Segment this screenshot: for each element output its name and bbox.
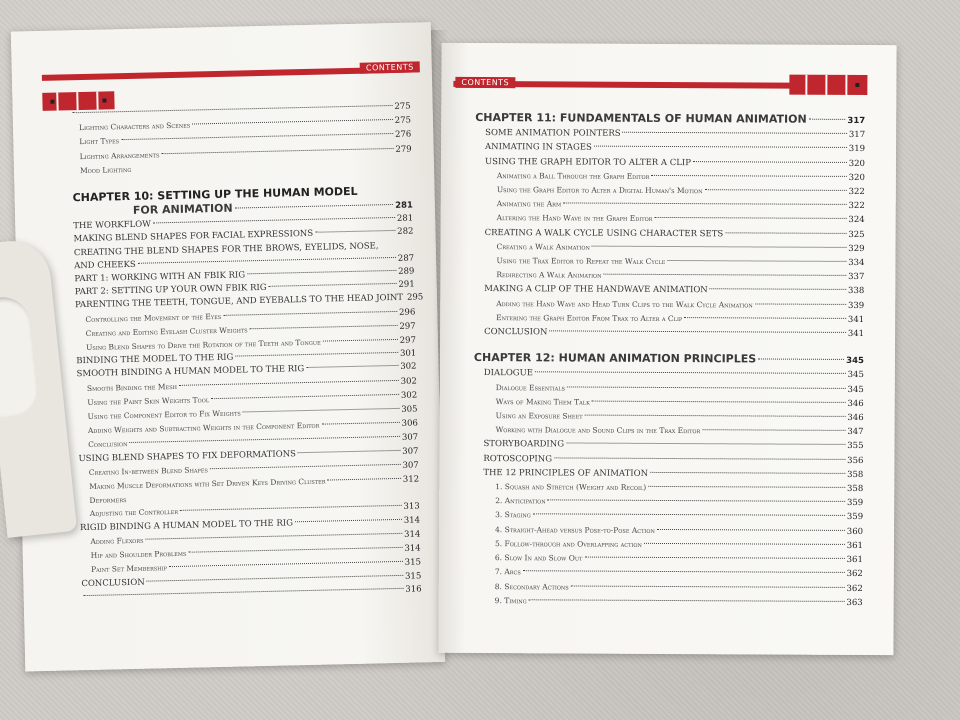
toc-entry-title: Animating a Ball Through the Graph Editor — [496, 170, 650, 181]
dot-leader — [704, 188, 846, 191]
dot-leader — [211, 393, 399, 399]
dot-leader — [327, 477, 400, 481]
toc-entry-title: Paint Set Membership — [90, 563, 168, 575]
toc-entry-title: SMOOTH BINDING A HUMAN MODEL TO THE RIG — [76, 364, 305, 380]
dot-leader — [758, 358, 844, 360]
toc-page-number: 361 — [846, 540, 863, 551]
dot-leader — [657, 528, 845, 531]
toc-entry-title: BINDING THE MODEL TO THE RIG — [76, 352, 234, 367]
dot-leader — [535, 371, 846, 375]
toc-entry-title: CREATING THE BLEND SHAPES FOR THE BROWS, EYELIDS, NOSE, — [73, 240, 379, 258]
toc-entry-title: PARENTING THE TEETH, TONGUE, AND EYEBALLS TO THE HEAD JOINT — [74, 293, 404, 311]
dot-leader — [235, 351, 398, 357]
dot-leader — [323, 338, 398, 342]
toc-entry-title: PART 1: WORKING WITH AN FBIK RIG — [74, 270, 246, 285]
toc-page-number: 346 — [847, 413, 864, 424]
toc-page-number: 314 — [403, 515, 421, 526]
dot-leader — [533, 513, 845, 517]
dot-leader — [192, 118, 392, 125]
toc-page-number: 362 — [846, 569, 863, 580]
chapter-page-number: 317 — [847, 115, 866, 127]
toc-page-number: 313 — [403, 501, 420, 513]
toc-entry-title: Smooth Binding the Mesh — [86, 381, 178, 393]
toc-entry-title: Using the Trax Editor to Repeat the Walk Cycle — [496, 256, 666, 267]
toc-entry-title: STORYBOARDING — [483, 439, 565, 450]
toc-page-number: 320 — [848, 172, 865, 183]
toc-entry — [474, 325, 864, 341]
toc-entry-title: 4. Straight-Ahead versus Pose-to-Pose Action — [495, 524, 655, 535]
toc-page-number: 279 — [395, 144, 412, 155]
dot-leader — [549, 329, 845, 333]
toc-entry-title: CONCLUSION — [484, 327, 548, 338]
toc-entry-title: Adjusting the Controller — [89, 507, 179, 519]
toc-page-number: 305 — [401, 404, 418, 415]
toc-page-number: 359 — [846, 498, 864, 509]
toc-entry-title: USING THE GRAPH EDITOR TO ALTER A CLIP — [484, 156, 692, 168]
dot-leader — [321, 421, 399, 425]
dot-leader — [223, 310, 397, 316]
toc-entry-title: USING BLEND SHAPES TO FIX DEFORMATIONS — [78, 448, 297, 464]
toc-page-number: 329 — [848, 243, 865, 254]
toc-entry-title: Working with Dialogue and Sound Clips in the Trax Editor — [495, 425, 701, 436]
toc-entry-title: Adding the Hand Wave and Head Turn Clips to the Walk Cycle Animation — [496, 298, 753, 310]
toc-page-number: 338 — [848, 286, 865, 297]
contents-header-left: CONTENTS — [360, 61, 420, 73]
toc-page-number: 322 — [848, 201, 865, 212]
toc-entry-title: Conclusion — [88, 439, 128, 450]
toc-page-number: 276 — [394, 129, 412, 141]
toc-page-number: 341 — [847, 328, 865, 340]
toc-page-number: 324 — [848, 215, 865, 226]
dot-leader — [571, 584, 845, 587]
toc-entry-title: MAKING BLEND SHAPES FOR FACIAL EXPRESSIONS — [73, 229, 314, 245]
toc-page-number: 289 — [398, 266, 415, 277]
toc-entry-title: Light Types — [79, 136, 120, 147]
toc-entry-title: Using the Component Editor to Fix Weights — [87, 408, 241, 422]
toc-entry-title: Making Muscle Deformations with Set Driven Keys Driving Cluster — [89, 476, 326, 492]
toc-entry-title: Animating the Arm — [496, 199, 562, 209]
dot-leader — [298, 449, 400, 453]
toc-entry-title: 2. Anticipation — [495, 496, 546, 506]
toc-page-number: 307 — [402, 446, 419, 457]
toc-page-number: 361 — [846, 555, 863, 566]
toc-entry-title: Deformers — [89, 495, 127, 506]
toc-page-number: 307 — [402, 460, 419, 471]
toc-page-number: 297 — [399, 321, 416, 332]
toc-entry-title: Lighting Characters and Scenes — [78, 120, 191, 133]
toc-entry-title: Redirecting A Walk Animation — [496, 270, 602, 280]
toc-page-number: 314 — [404, 529, 421, 540]
dot-leader — [566, 442, 845, 445]
toc-entry-title: 9. Timing — [494, 595, 527, 605]
dot-leader — [315, 229, 395, 233]
dot-leader — [650, 471, 845, 474]
toc-entry-title: Hip and Shoulder Problems — [90, 548, 187, 561]
dot-leader — [169, 560, 403, 567]
toc-page-number: 302 — [400, 361, 417, 373]
dot-leader — [809, 118, 846, 120]
toc-entry-title: CONCLUSION — [81, 577, 145, 589]
dot-leader — [654, 216, 846, 219]
toc-entry — [473, 579, 863, 595]
dot-leader — [567, 385, 846, 388]
toc-entry-title: Entering the Graph Editor From Trax to Alter a Clip — [496, 312, 683, 323]
toc-entry-title: THE 12 PRINCIPLES OF ANIMATION — [483, 467, 649, 479]
toc-page-number: 346 — [847, 398, 864, 409]
dot-leader — [585, 414, 846, 417]
dot-leader — [594, 145, 847, 148]
dot-leader — [269, 282, 397, 287]
dot-leader — [584, 556, 844, 559]
toc-entry-title: Creating a Walk Animation — [496, 241, 590, 252]
toc-entry-title: 7. Arcs — [494, 567, 521, 577]
toc-page-number: 275 — [394, 115, 412, 127]
toc-page-number: 320 — [848, 158, 865, 169]
toc-page-number: 334 — [848, 257, 865, 269]
dot-leader — [210, 463, 401, 469]
toc-page-number: 314 — [404, 543, 421, 554]
dot-leader — [702, 428, 845, 431]
toc-page-number: 339 — [847, 300, 865, 311]
dot-leader — [129, 435, 400, 443]
dot-leader — [667, 259, 846, 262]
toc-entry-title: Using the Graph Editor to Alter a Digital Human's Motion — [496, 185, 703, 196]
dot-leader — [250, 324, 398, 329]
dot-leader — [529, 598, 845, 602]
toc-entry-title: PART 2: SETTING UP YOUR OWN FBIK RIG — [74, 283, 267, 298]
dot-leader — [295, 518, 402, 522]
toc-page-number: 345 — [847, 384, 864, 395]
chapter-title: CHAPTER 12: HUMAN ANIMATION PRINCIPLES — [473, 351, 757, 366]
toc-entry-title: Lighting Arrangements — [79, 149, 160, 161]
dot-leader — [725, 231, 846, 234]
dot-leader — [755, 302, 846, 304]
toc-page-number: 325 — [848, 229, 865, 240]
dot-leader — [73, 104, 393, 113]
toc-entry-title: SOME ANIMATION POINTERS — [485, 128, 621, 139]
dot-leader — [651, 174, 846, 177]
toc-entry — [473, 551, 863, 567]
toc-page-number: 319 — [848, 144, 866, 155]
toc-page-number: 358 — [847, 469, 864, 480]
toc-page-number: 295 — [406, 292, 424, 304]
toc-page-number: 363 — [846, 597, 863, 608]
dot-leader — [243, 407, 400, 413]
toc-page-number: 345 — [847, 370, 864, 381]
dot-leader — [554, 456, 845, 460]
toc-page-number: 358 — [847, 484, 864, 495]
toc-page-number: 337 — [848, 272, 865, 283]
right-toc — [473, 111, 866, 610]
toc-page-number: 360 — [846, 526, 864, 537]
toc-entry-title: Creating and Editing Eyelash Cluster Weights — [85, 325, 248, 338]
toc-entry-title: AND CHEEKS — [74, 259, 136, 272]
toc-entry-title: DIALOGUE — [483, 368, 533, 379]
dot-leader — [684, 316, 846, 319]
toc-entry-title: THE WORKFLOW — [73, 219, 152, 232]
toc-entry-title: 3. Staging — [495, 510, 531, 520]
toc-page-number: 306 — [401, 418, 418, 430]
toc-page-number: 297 — [399, 335, 417, 346]
contents-header-right: CONTENTS — [455, 77, 515, 88]
toc-page-number: 291 — [398, 279, 415, 291]
right-page — [438, 43, 896, 655]
toc-page-number: 356 — [847, 455, 864, 466]
chapter-title-line2: FOR ANIMATION — [132, 201, 233, 217]
toc-page-number: 341 — [847, 314, 865, 325]
dot-leader — [247, 269, 396, 274]
toc-page-number: 296 — [398, 307, 416, 318]
toc-page-number: 302 — [400, 390, 418, 401]
dot-leader — [644, 542, 845, 545]
toc-entry-title: 8. Secondary Actions — [494, 581, 569, 591]
dot-leader — [235, 203, 394, 209]
toc-page-number: 355 — [847, 441, 864, 452]
dot-leader — [710, 288, 846, 291]
dot-leader — [563, 202, 846, 205]
toc-entry-title: CREATING A WALK CYCLE USING CHARACTER SETS — [484, 227, 724, 239]
toc-entry-title: ROTOSCOPING — [483, 453, 553, 465]
dot-leader — [145, 532, 402, 540]
toc-entry-title: 5. Follow-through and Overlapping action — [494, 538, 642, 549]
toc-page-number: 316 — [405, 584, 422, 595]
dot-leader — [153, 216, 395, 223]
dot-leader — [188, 546, 402, 553]
toc-entry-title: 1. Squash and Stretch (Weight and Recoil) — [495, 482, 647, 492]
toc-page-number: 282 — [397, 226, 414, 238]
toc-page-number: 275 — [394, 101, 411, 112]
left-page — [11, 22, 445, 671]
toc-entry-title: Using Blend Shapes to Drive the Rotation of the Teeth and Tongue — [85, 337, 321, 353]
dot-leader — [592, 399, 846, 402]
toc-entry-title: Mood Lighting — [79, 164, 132, 175]
chapter-page-number: 281 — [395, 200, 414, 211]
toc-page-number: 301 — [399, 348, 417, 360]
dot-leader — [523, 570, 845, 574]
chapter-page-number: 345 — [846, 356, 864, 367]
left-toc — [71, 101, 422, 604]
dot-leader — [548, 499, 845, 503]
toc-entry — [473, 594, 863, 610]
dot-leader — [306, 364, 398, 368]
toc-entry-title: ANIMATING IN STAGES — [485, 142, 592, 154]
toc-page-number: 287 — [397, 253, 415, 264]
toc-page-number: 307 — [401, 432, 419, 444]
dot-leader — [648, 485, 845, 488]
dot-leader — [180, 504, 401, 511]
toc-entry-title: RIGID BINDING A HUMAN MODEL TO THE RIG — [80, 518, 294, 533]
toc-page-number: 362 — [846, 583, 863, 594]
toc-page-number: 281 — [396, 213, 414, 225]
dot-leader — [161, 147, 393, 154]
toc-entry-title: Using the Paint Skin Weights Tool — [87, 395, 210, 407]
dot-leader — [592, 244, 846, 247]
dot-leader — [604, 273, 847, 276]
toc-entry-title: MAKING A CLIP OF THE HANDWAVE ANIMATION — [484, 284, 708, 296]
toc-entry-title: Controlling the Movement of the Eyes — [85, 311, 222, 324]
dot-leader — [693, 160, 847, 163]
dot-leader — [179, 379, 399, 386]
toc-page-number: 322 — [848, 186, 865, 198]
toc-entry-title: Using an Exposure Sheet — [495, 411, 583, 421]
toc-entry-title: Altering the Hand Wave in the Graph Editor — [496, 213, 653, 224]
toc-entry-title: 6. Slow In and Slow Out — [494, 553, 583, 563]
dot-leader — [121, 132, 393, 140]
toc-page-number: 315 — [404, 570, 422, 582]
toc-entry-title: Creating In-between Blend Shapes — [88, 465, 209, 477]
toc-page-number: 347 — [847, 427, 864, 438]
toc-entry — [473, 494, 863, 510]
dot-leader — [147, 573, 403, 581]
toc-page-number: 317 — [848, 130, 866, 141]
toc-entry-title: Adding Flexors — [90, 535, 144, 546]
chapter-title: CHAPTER 11: FUNDAMENTALS OF HUMAN ANIMATION — [475, 110, 807, 126]
header-ornament-right — [789, 75, 867, 95]
dot-leader — [623, 131, 847, 134]
toc-page-number: 359 — [846, 512, 864, 523]
toc-page-number: 302 — [400, 376, 417, 387]
toc-entry-title: Dialogue Essentials — [495, 382, 566, 393]
chapter-title-line1: CHAPTER 10: SETTING UP THE HUMAN MODEL — [72, 184, 358, 205]
toc-entry-title: Ways of Making Them Talk — [495, 396, 590, 407]
toc-entry-title: Adding Weights and Subtracting Weights in the Component Editor — [87, 420, 320, 436]
toc-page-number: 315 — [404, 557, 422, 569]
toc-page-number: 312 — [402, 474, 420, 485]
